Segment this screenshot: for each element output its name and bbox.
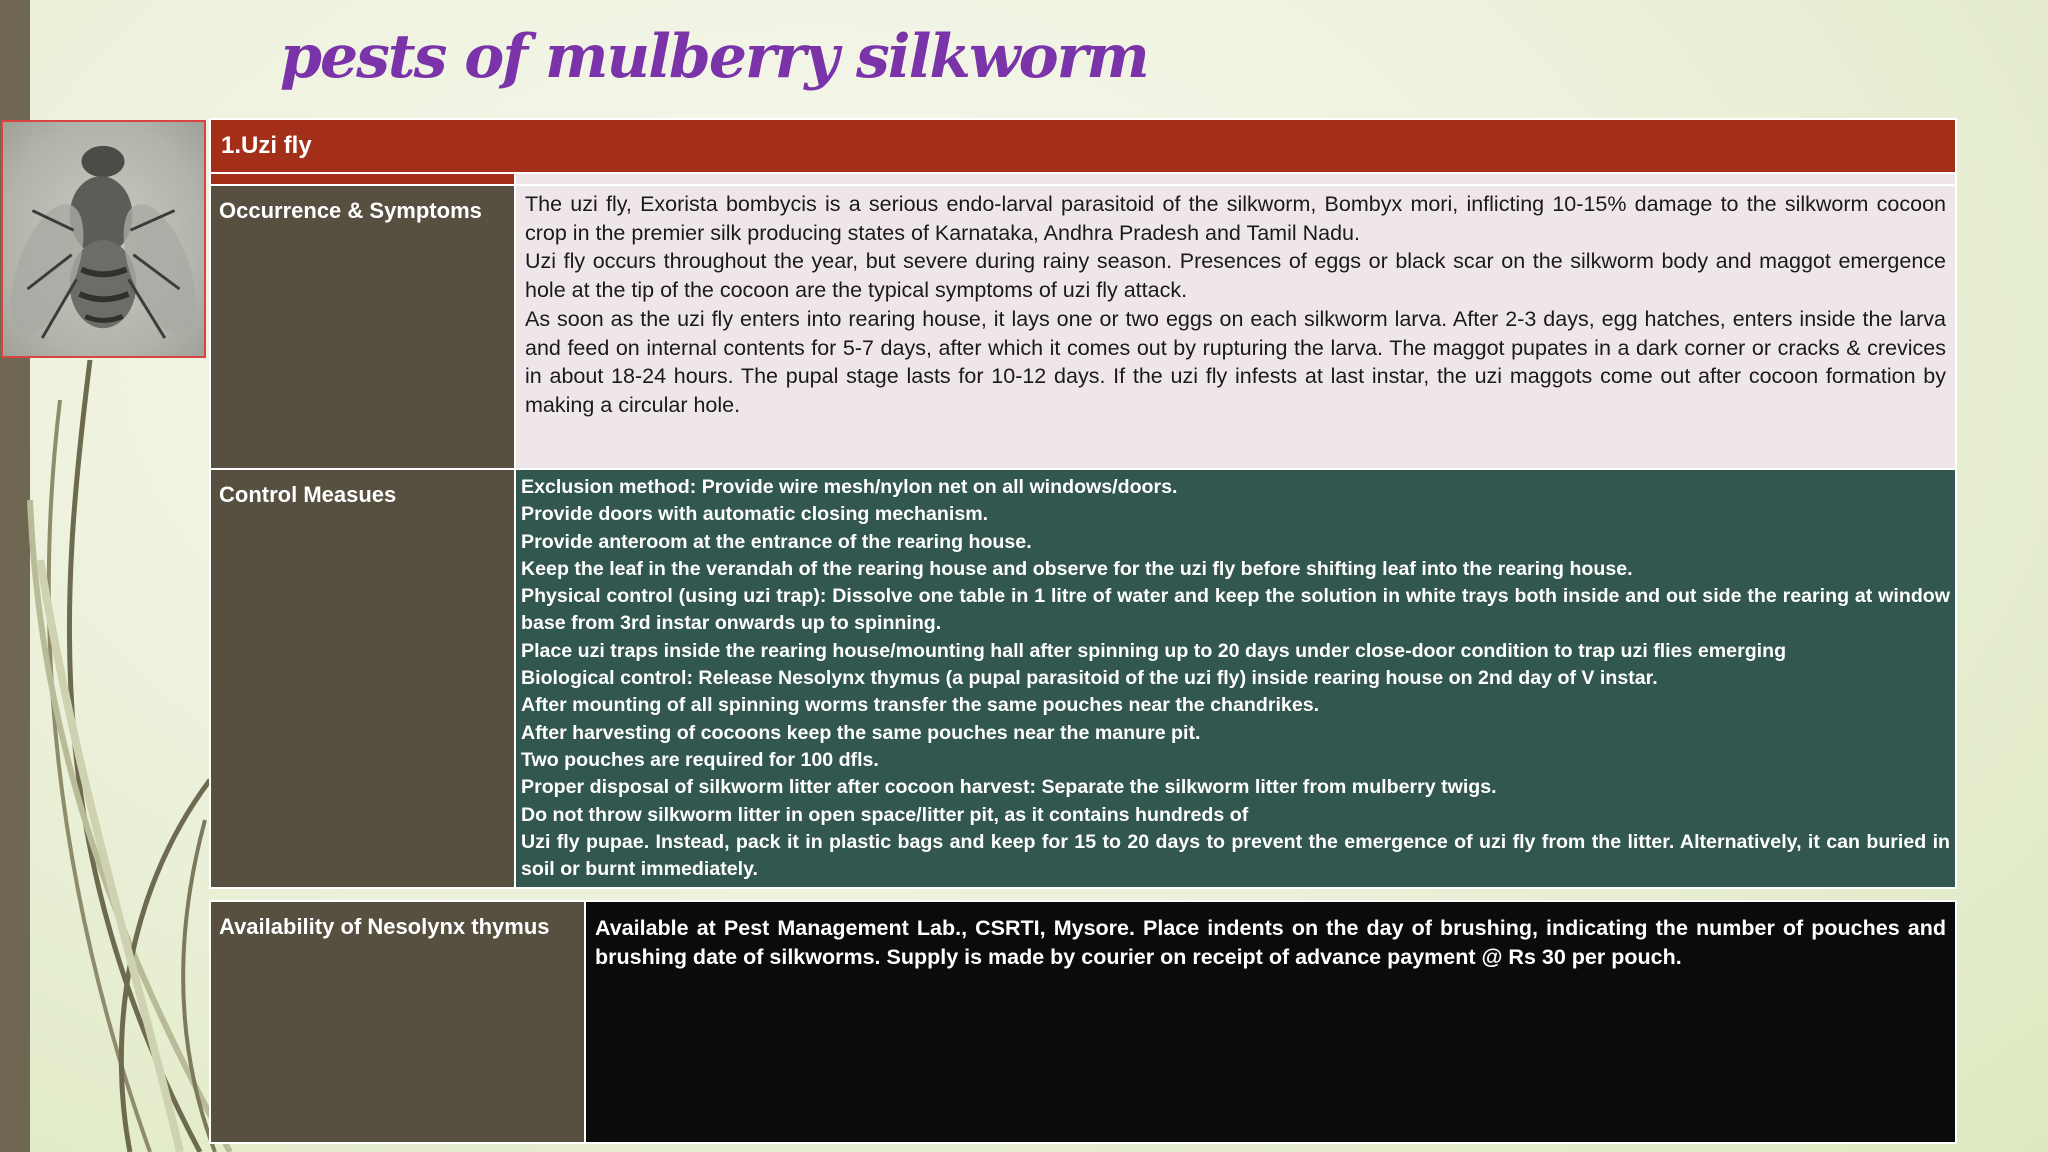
spacer-left: [210, 173, 515, 185]
control-line: Physical control (using uzi trap): Dissolve one table in 1 litre of water and keep the solution in white trays both inside and out side the rearing at window base from 3rd instar onwards up to spinning.: [521, 585, 1951, 635]
availability-table: [209, 900, 1957, 1144]
control-line: Do not throw silkworm litter in open space/litter pit, as it contains hundreds of: [521, 803, 1249, 826]
availability-text: Available at Pest Management Lab., CSRTI, Mysore. Place indents on the day of brushing, indicating the number of pouches and brushing date of silkworms. Supply is made by courier on receipt of advance payment @ Rs 30 per pouch.: [585, 901, 1956, 1143]
control-line: Biological control: Release Nesolynx thymus (a pupal parasitoid of the uzi fly) inside rearing house on 2nd day of V instar.: [521, 667, 1658, 690]
occurrence-text: [515, 185, 1956, 469]
control-label: Control Measues: [210, 469, 515, 888]
control-line: Place uzi traps inside the rearing house/mounting hall after spinning up to 20 days under close-door condition to trap uzi flies emerging: [521, 639, 1787, 662]
availability-label: Availability of Nesolynx thymus: [210, 901, 585, 1143]
occurrence-paragraph: The uzi fly, Exorista bombycis is a serious endo-larval parasitoid of the silkworm, Bombyx mori, inflicting 10-15% damage to the silkworm cocoon crop in the premier silk producing states of Karnataka, Andhra Pradesh and Tamil Nadu.: [525, 192, 1947, 245]
control-line: Uzi fly pupae. Instead, pack it in plastic bags and keep for 15 to 20 days to prevent the emergence of uzi fly from the litter. Alternatively, it can buried in soil or burnt immediately.: [521, 830, 1951, 881]
control-line: Proper disposal of silkworm litter after cocoon harvest: Separate the silkworm litter from mulberry twigs.: [521, 776, 1497, 799]
control-line: Provide anteroom at the entrance of the rearing house.: [521, 530, 1032, 553]
control-line: Provide doors with automatic closing mechanism.: [521, 503, 989, 526]
occurrence-label: Occurrence & Symptoms: [210, 185, 515, 469]
page-title: pests of mulberry silkworm: [280, 22, 1148, 92]
uzi-fly-photo: [1, 120, 206, 358]
occurrence-paragraph: As soon as the uzi fly enters into rearing house, it lays one or two eggs on each silkworm larva. After 2-3 days, egg hatches, enters inside the larva and feed on internal contents for 5-7 days, after which it comes out by rupturing the larva. The maggot pupates in a dark corner or cracks & crevices in about 18-24 hours. The pupal stage lasts for 10-12 days. If the uzi fly infests at last instar, the uzi maggots come out after cocoon formation by making a circular hole.: [525, 306, 1947, 417]
control-text: [515, 469, 1956, 888]
control-line: Keep the leaf in the verandah of the rearing house and observe for the uzi fly before shifting leaf into the rearing house.: [521, 557, 1633, 580]
spacer-right: [515, 173, 1956, 185]
control-line: Two pouches are required for 100 dfls.: [521, 748, 879, 771]
section-heading: 1.Uzi fly: [210, 119, 1956, 173]
control-line: After harvesting of cocoons keep the same pouches near the manure pit.: [521, 721, 1201, 744]
control-line: Exclusion method: Provide wire mesh/nylon net on all windows/doors.: [521, 476, 1178, 498]
occurrence-paragraph: Uzi fly occurs throughout the year, but severe during rainy season. Presences of eggs or black scar on the silkworm body and maggot emergence hole at the tip of the cocoon are the typical symptoms of uzi fly attack.: [525, 249, 1947, 303]
uzi-fly-table: [209, 118, 1957, 889]
control-line: After mounting of all spinning worms transfer the same pouches near the chandrikes.: [521, 694, 1320, 717]
